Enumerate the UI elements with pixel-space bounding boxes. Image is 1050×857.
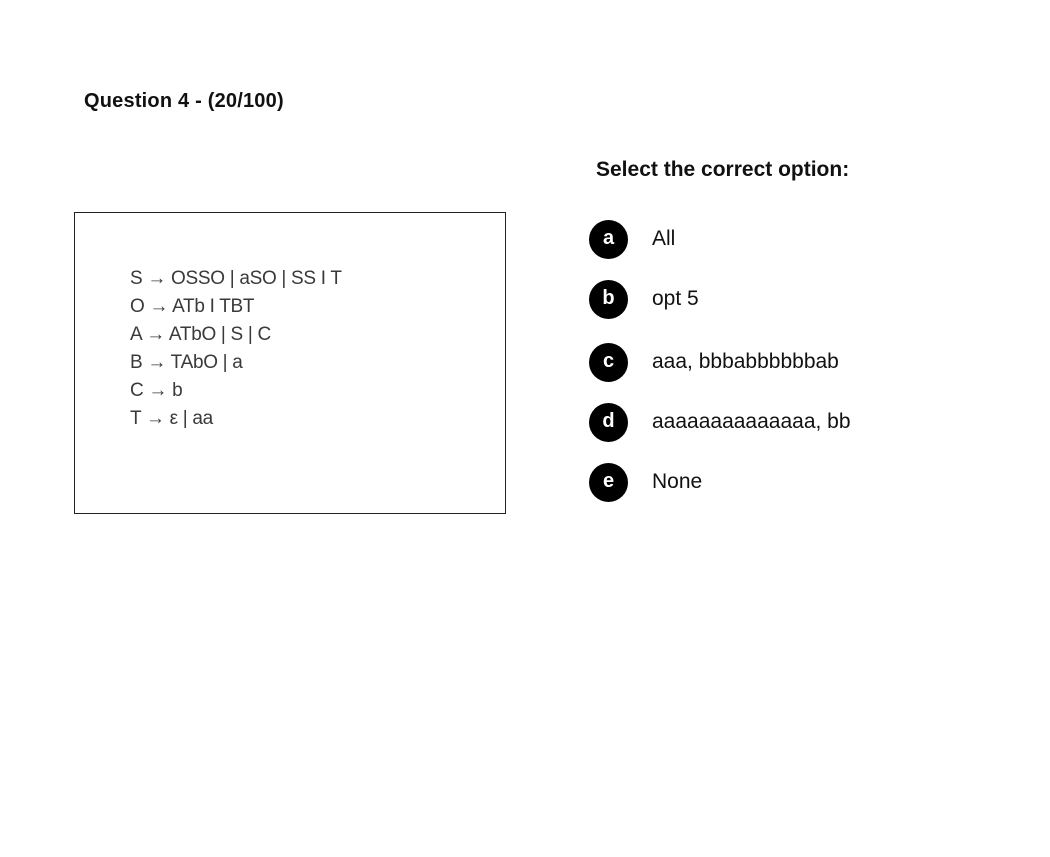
grammar-rule-c: C → b	[130, 380, 183, 401]
grammar-rule-o: O → ATb I TBT	[130, 296, 255, 317]
option-a[interactable]	[589, 219, 675, 259]
option-c[interactable]	[589, 342, 839, 382]
option-b-label[interactable]: opt 5	[652, 287, 699, 310]
option-a-label[interactable]: All	[652, 227, 676, 250]
option-b-badge[interactable]: b	[589, 280, 628, 319]
option-e-badge[interactable]: e	[589, 463, 628, 502]
option-c-badge[interactable]: c	[589, 343, 628, 382]
option-a-badge[interactable]: a	[589, 220, 628, 259]
grammar-rules	[130, 265, 342, 433]
grammar-image	[74, 212, 506, 514]
answer-prompt: Select the correct option:	[596, 158, 850, 181]
grammar-rule-t: T → ε | aa	[130, 408, 213, 429]
option-e[interactable]	[589, 462, 702, 502]
option-e-label[interactable]: None	[652, 470, 703, 493]
question-title: Question 4 - (20/100)	[84, 90, 284, 112]
option-d-badge[interactable]: d	[589, 403, 628, 442]
option-c-label[interactable]: aaa, bbbabbbbbbab	[652, 350, 839, 373]
option-b[interactable]	[589, 279, 699, 319]
option-d-label[interactable]: aaaaaaaaaaaaaa, bb	[652, 410, 851, 433]
grammar-rule-a: A → ATbO | S | C	[130, 324, 271, 345]
option-d[interactable]	[589, 402, 851, 442]
grammar-rule-b: B → TAbO | a	[130, 352, 243, 373]
grammar-rule-s: S → OSSO | aSO | SS I T	[130, 268, 342, 289]
